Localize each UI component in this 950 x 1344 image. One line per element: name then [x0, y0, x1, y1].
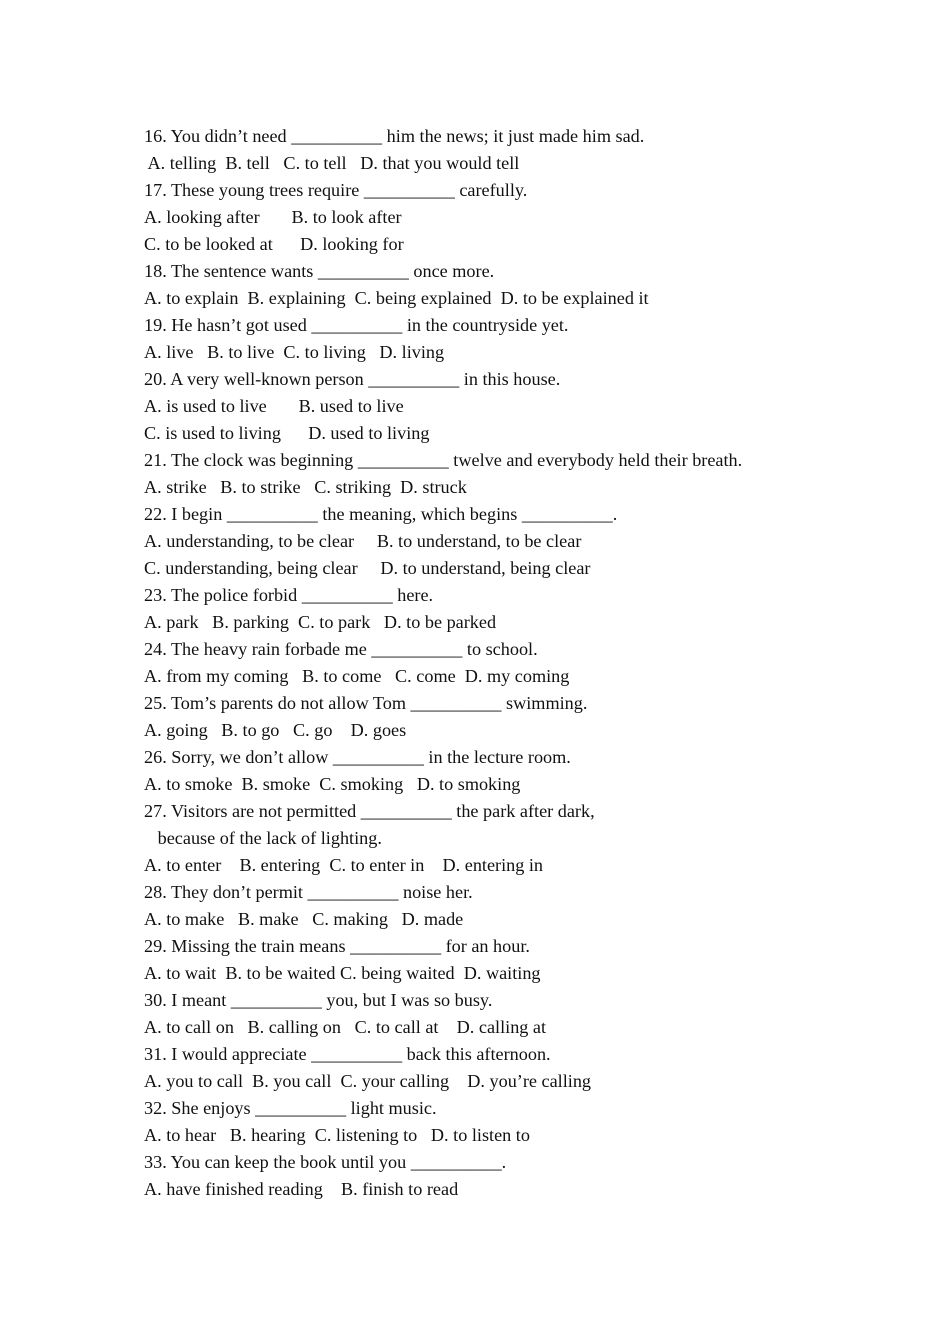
question-17: 17. These young trees require __________ carefully.	[144, 180, 528, 200]
options-29: A. to wait B. to be waited C. being waited D. waiting	[144, 963, 541, 983]
question-22: 22. I begin __________ the meaning, which begins __________.	[144, 504, 618, 524]
options-19: A. live B. to live C. to living D. living	[144, 342, 445, 362]
question-29: 29. Missing the train means __________ for an hour.	[144, 936, 530, 956]
question-27: 27. Visitors are not permitted __________ the park after dark,	[144, 801, 595, 821]
question-16: 16. You didn’t need __________ him the news; it just made him sad.	[144, 126, 645, 146]
options-20-ab: A. is used to live B. used to live	[144, 396, 404, 416]
question-27-continued: because of the lack of lighting.	[144, 828, 382, 848]
options-21: A. strike B. to strike C. striking D. struck	[144, 477, 467, 497]
options-20-cd: C. is used to living D. used to living	[144, 423, 430, 443]
options-17-ab: A. looking after B. to look after	[144, 207, 402, 227]
options-25: A. going B. to go C. go D. goes	[144, 720, 407, 740]
question-23: 23. The police forbid __________ here.	[144, 585, 434, 605]
question-26: 26. Sorry, we don’t allow __________ in the lecture room.	[144, 747, 571, 767]
options-28: A. to make B. make C. making D. made	[144, 909, 464, 929]
options-16: A. telling B. tell C. to tell D. that you would tell	[144, 153, 520, 173]
options-22-cd: C. understanding, being clear D. to understand, being clear	[144, 558, 591, 578]
document-body	[144, 123, 904, 1203]
options-24: A. from my coming B. to come C. come D. my coming	[144, 666, 570, 686]
options-22-ab: A. understanding, to be clear B. to understand, to be clear	[144, 531, 582, 551]
options-31: A. you to call B. you call C. your calling D. you’re calling	[144, 1071, 592, 1091]
question-20: 20. A very well-known person __________ in this house.	[144, 369, 561, 389]
question-25: 25. Tom’s parents do not allow Tom __________ swimming.	[144, 693, 588, 713]
options-17-cd: C. to be looked at D. looking for	[144, 234, 404, 254]
options-33-ab: A. have finished reading B. finish to read	[144, 1179, 459, 1199]
question-24: 24. The heavy rain forbade me __________ to school.	[144, 639, 538, 659]
question-21: 21. The clock was beginning __________ twelve and everybody held their breath.	[144, 450, 743, 470]
options-27: A. to enter B. entering C. to enter in D. entering in	[144, 855, 544, 875]
options-30: A. to call on B. calling on C. to call at D. calling at	[144, 1017, 547, 1037]
question-33: 33. You can keep the book until you __________.	[144, 1152, 507, 1172]
options-26: A. to smoke B. smoke C. smoking D. to smoking	[144, 774, 521, 794]
question-30: 30. I meant __________ you, but I was so busy.	[144, 990, 493, 1010]
options-23: A. park B. parking C. to park D. to be parked	[144, 612, 497, 632]
options-18: A. to explain B. explaining C. being explained D. to be explained it	[144, 288, 649, 308]
question-31: 31. I would appreciate __________ back this afternoon.	[144, 1044, 551, 1064]
question-19: 19. He hasn’t got used __________ in the countryside yet.	[144, 315, 569, 335]
question-28: 28. They don’t permit __________ noise her.	[144, 882, 473, 902]
options-32: A. to hear B. hearing C. listening to D. to listen to	[144, 1125, 530, 1145]
question-32: 32. She enjoys __________ light music.	[144, 1098, 437, 1118]
question-18: 18. The sentence wants __________ once more.	[144, 261, 495, 281]
